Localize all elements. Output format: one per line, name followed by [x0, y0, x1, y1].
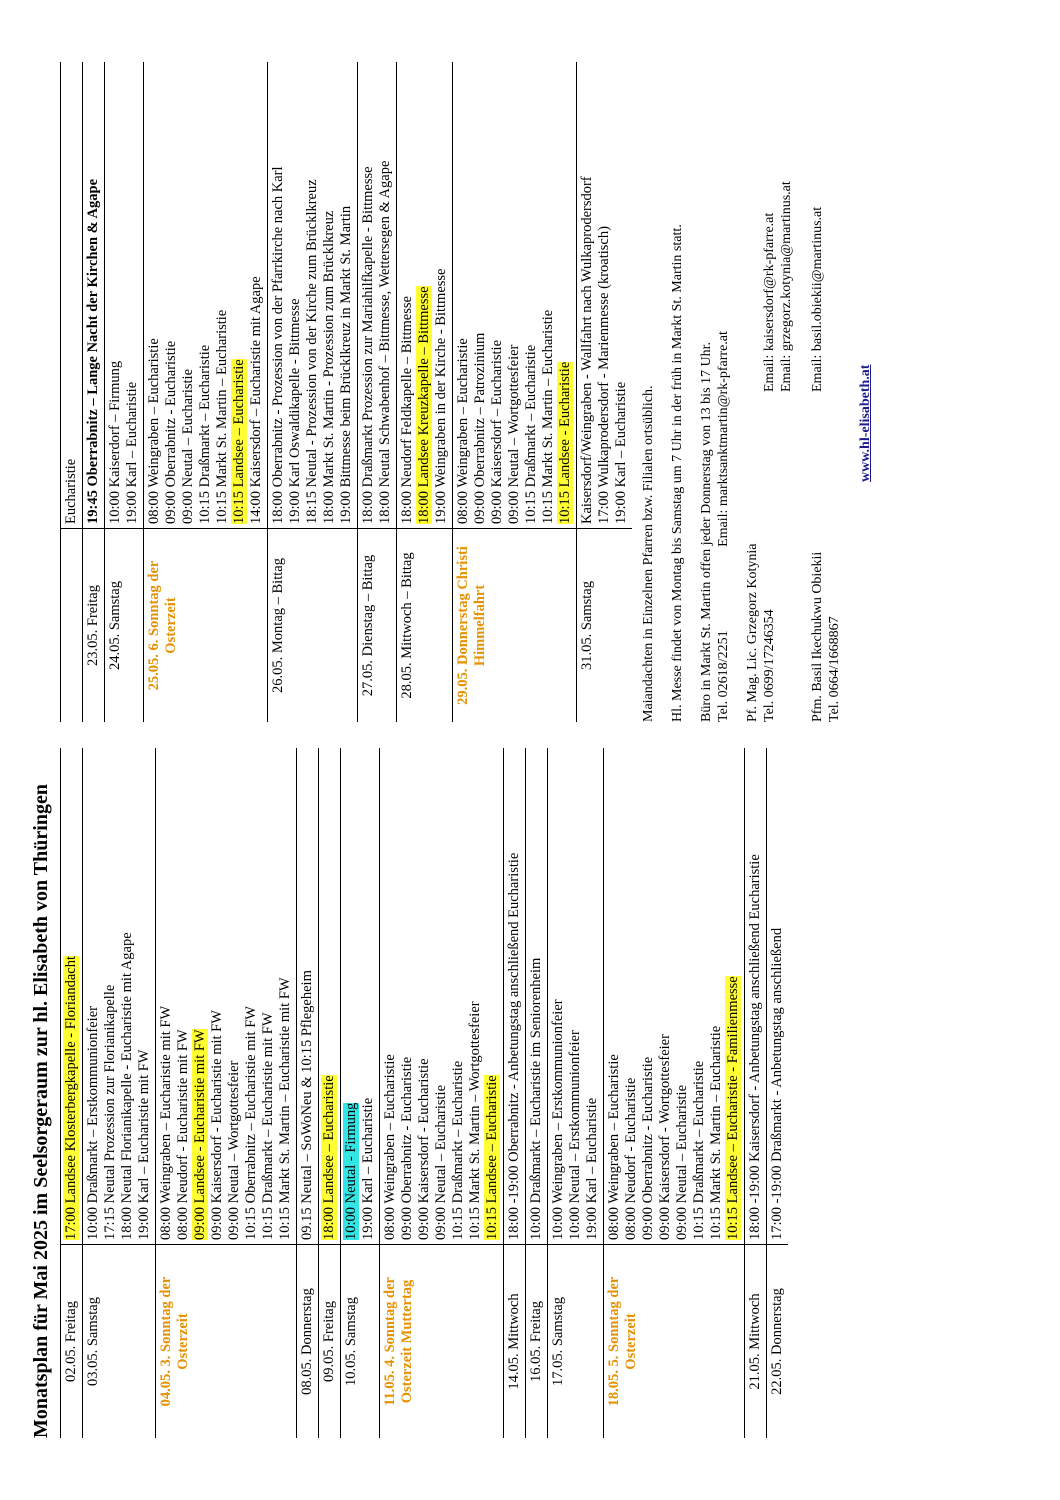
event-item: 10:00 Weingraben – Erstkommunionfeier: [550, 999, 566, 1240]
event-item: 10:00 Draßmarkt – Erstkommunionfeier: [85, 1006, 101, 1240]
event-item: 10:15 Draßmarkt – Eucharistie: [523, 344, 539, 524]
event-list: [341, 748, 380, 1245]
event-item: 09:00 Oberrabnitz - Eucharistie: [163, 340, 179, 524]
event-item: 10:15 Markt St. Martin – Wortgottesfeier: [467, 1001, 483, 1240]
schedule-row: [453, 62, 577, 722]
event-item: 09:00 Oberrabnitz - Eucharistie: [640, 1056, 656, 1240]
priest-1-phone: Tel. 0699/17246354: [762, 609, 777, 722]
event-item: 10:15 Draßmarkt – Eucharistie: [691, 1060, 707, 1240]
schedule-row: [268, 62, 358, 722]
notes-section: [640, 62, 874, 722]
event-list: [156, 748, 297, 1245]
event-item: 18:00 -19:00 Kaisersdorf - Anbetungstag anschließend Eucharistie: [747, 854, 763, 1240]
note-hl-messe: Hl. Messe findet von Montag bis Samstag um 7 Uhr in der früh in Markt St. Martin statt.: [670, 224, 685, 722]
event-item: 14:00 Kaisersdorf – Eucharistie mit Agape: [248, 276, 264, 524]
event-item: 19:00 Karl – Eucharistie: [360, 1097, 376, 1240]
day-label: 03.05. Samstag: [83, 1245, 156, 1439]
event-item: 09:00 Neutal – Wortgottesfeier: [226, 1060, 242, 1240]
schedule-table-left: [60, 748, 788, 1438]
event-item: 19:00 Karl – Eucharistie: [613, 381, 629, 524]
schedule-row: [604, 748, 745, 1438]
priest-2-phone: Tel. 0664/1668867: [827, 616, 842, 722]
event-item: 08:00 Weingraben – Eucharistie mit FW: [158, 1005, 174, 1240]
event-item: 09.15 Neutal – SoWoNeu & 10:15 Pflegeheim: [299, 970, 315, 1240]
website-link[interactable]: www.hl-elisabeth.at: [858, 364, 873, 482]
event-item: 19:00 Weingraben in der Kirche - Bittmesse: [433, 268, 449, 524]
priest-2-email: Email: basil.obiekii@martinus.at: [810, 206, 825, 392]
schedule-row: [380, 748, 504, 1438]
schedule-row: [504, 748, 526, 1438]
event-list: [144, 62, 268, 529]
day-label: 14.05. Mittwoch: [504, 1245, 526, 1439]
day-label: 31.05. Samstag: [577, 529, 633, 723]
event-list: [577, 62, 633, 529]
event-item: 08:00 Weingraben – Eucharistie: [382, 1054, 398, 1240]
event-list: [83, 62, 105, 529]
event-item: Eucharistie: [63, 458, 79, 524]
note-maiandachten: Maiandachten in Einzelnen Pfarren bzw. Filialen ortsüblich.: [641, 385, 656, 722]
schedule-row: [341, 748, 380, 1438]
event-item: 17:00 -19:00 Draßmarkt - Anbetungstag anschließend: [769, 927, 785, 1240]
event-item: 08:00 Weingraben – Eucharistie: [455, 338, 471, 524]
day-label: 11.05. 4. Sonntag der Osterzeit Muttertag: [380, 1245, 504, 1439]
event-item: 09:00 Neutal – Eucharistie: [180, 368, 196, 524]
event-list: [268, 62, 358, 529]
event-item: 10:15 Draßmarkt – Eucharistie mit FW: [260, 1012, 276, 1240]
event-item: 09:00 Oberrabnitz – Patrozinium: [472, 332, 488, 524]
schedule-row: [397, 62, 453, 722]
right-column: [60, 62, 874, 722]
day-label: 22.05. Donnerstag: [767, 1245, 789, 1439]
priest-1-name: Pf. Mag. Lic. Grzegorz Kotynia: [745, 543, 760, 722]
event-item: 19:00 Karl – Eucharistie: [124, 381, 140, 524]
event-item: 10:15 Markt St. Martin – Eucharistie mit FW: [277, 977, 293, 1240]
event-item: 18:00 Landsee Kreuzkapelle – Bittmesse: [416, 286, 432, 524]
event-item: 10:15 Markt St. Martin – Eucharistie: [708, 1025, 724, 1240]
event-item: 19:45 Oberrabnitz – Lange Nacht der Kirchen & Agape: [85, 178, 101, 524]
day-label: 08.05. Donnerstag: [297, 1245, 319, 1439]
day-label: 27.05. Dienstag – Bittag: [358, 529, 397, 723]
event-item: 17:15 Neutal Prozession zur Florianikapelle: [102, 984, 118, 1240]
event-item: 10:00 Neutal – Erstkommunionfeier: [567, 1030, 583, 1240]
schedule-row: [61, 62, 83, 722]
day-label: 16.05. Freitag: [526, 1245, 548, 1439]
event-item: 09:00 Kaisersdorf - Eucharistie: [416, 1058, 432, 1240]
event-item: 10:15 Landsee – Eucharistie: [231, 359, 247, 524]
event-item: 18:00 Draßmarkt Prozession zur Mariahilfkapelle - Bittmesse: [360, 166, 376, 524]
day-label: 23.05. Freitag: [83, 529, 105, 723]
schedule-row: [297, 748, 319, 1438]
schedule-row: [319, 748, 341, 1438]
event-item: 18:00 Neudorf Feldkapelle – Bittmesse: [399, 296, 415, 524]
event-item: 10:00 Kaiserdorf – Firmung: [107, 360, 123, 524]
schedule-row: [767, 748, 789, 1438]
schedule-row: [526, 748, 548, 1438]
office-hours: Büro in Markt St. Martin offen jeder Donnerstag von 13 bis 17 Uhr.: [699, 341, 714, 722]
event-item: 10:15 Markt St. Martin – Eucharistie: [540, 309, 556, 524]
event-item: 08:00 Neudorf - Eucharistie: [623, 1077, 639, 1240]
day-label: 17.05. Samstag: [548, 1245, 604, 1439]
event-item: 10:15 Landsee – Eucharistie - Familienmesse: [725, 976, 741, 1240]
contact-priest-2: [809, 62, 843, 722]
event-item: 08:00 Weingraben – Eucharistie: [146, 338, 162, 524]
event-item: 10:15 Draßmarkt – Eucharistie: [197, 344, 213, 524]
event-item: 18:00 -19:00 Oberrabnitz - Anbetungstag anschließend Eucharistie: [506, 852, 522, 1240]
schedule-row: [83, 62, 105, 722]
event-list: [61, 748, 83, 1245]
event-item: 19:00 Bittmesse beim Brücklkreuz in Markt St. Martin: [338, 205, 354, 524]
event-item: 09:00 Kaisersdorf - Eucharistie mit FW: [209, 1010, 225, 1240]
event-list: [526, 748, 548, 1245]
day-label: 10.05. Samstag: [341, 1245, 380, 1439]
left-column: [60, 748, 788, 1438]
priest-1-email-1: Email: kaisersdorf@rk-pfarre.at: [762, 212, 777, 392]
event-item: 19:00 Karl Oswaldikapelle - Bittmesse: [287, 298, 303, 524]
event-list: [105, 62, 144, 529]
event-list: [83, 748, 156, 1245]
schedule-row: [745, 748, 767, 1438]
office-phone: Tel. 02618/2251: [716, 630, 731, 722]
event-item: 09:00 Landsee - Eucharistie mit FW: [192, 1029, 208, 1240]
event-item: 19:00 Karl – Eucharistie: [584, 1097, 600, 1240]
day-label: 25.05. 6. Sonntag der Osterzeit: [144, 529, 268, 723]
event-item: 10:15 Landsee – Eucharistie: [484, 1075, 500, 1240]
day-label: 21.05. Mittwoch: [745, 1245, 767, 1439]
event-item: 10:15 Landsee - Eucharistie: [557, 361, 573, 524]
event-item: 10:15 Markt St. Martin – Eucharistie: [214, 309, 230, 524]
day-label: 29.05. Donnerstag Christi Himmelfahrt: [453, 529, 577, 723]
day-label: 02.05. Freitag: [61, 1245, 83, 1439]
event-item: 18:00 Landsee – Eucharistie: [321, 1075, 337, 1240]
priest-2-name: Pfm. Basil Ikechukwu Obiekii: [810, 551, 825, 722]
event-list: [767, 748, 789, 1245]
event-item: Kaisersdorf/Weingraben - Wallfahrt nach Wulkaprodersdorf: [579, 176, 595, 524]
event-list: [453, 62, 577, 529]
event-item: 08:00 Neudorf - Eucharistie mit FW: [175, 1029, 191, 1240]
event-list: [604, 748, 745, 1245]
day-label: 28.05. Mittwoch – Bittag: [397, 529, 453, 723]
note-office: [698, 62, 732, 722]
day-label: [61, 529, 83, 723]
event-item: 08:00 Weingraben – Eucharistie: [606, 1054, 622, 1240]
schedule-row: [156, 748, 297, 1438]
event-item: 09:00 Neutal – Eucharistie: [674, 1084, 690, 1240]
event-item: 09:00 Neutal – Wortgottesfeier: [506, 344, 522, 524]
page-title: Monatsplan für Mai 2025 im Seelsorgeraum zur hl. Elisabeth von Thüringen: [30, 784, 52, 1438]
day-label: 09.05. Freitag: [319, 1245, 341, 1439]
event-list: [380, 748, 504, 1245]
event-item: 18:00 Oberrabnitz - Prozession von der Pfarrkirche nach Karl: [270, 166, 286, 524]
event-item: 18:15 Neutal - Prozession von der Kirche zum Brücklkreuz: [304, 179, 320, 524]
priest-1-email-2: Email: grzegorz.kotynia@martinus.at: [779, 181, 794, 392]
event-list: [297, 748, 319, 1245]
schedule-table-right: [60, 62, 632, 722]
event-item: 18:00 Neutal Florianikapelle - Eucharistie mit Agape: [119, 932, 135, 1240]
event-list: [504, 748, 526, 1245]
event-item: 09:00 Oberrabnitz - Eucharistie: [399, 1056, 415, 1240]
event-item: 10:00 Neutal - Firmung: [343, 1102, 359, 1240]
event-list: [397, 62, 453, 529]
event-list: [358, 62, 397, 529]
event-item: 09:00 Kaisersdorf - Wortgottesfeier: [657, 1034, 673, 1240]
contact-priest-1: [744, 62, 795, 722]
day-label: 24.05. Samstag: [105, 529, 144, 723]
day-label: 04.05. 3. Sonntag der Osterzeit: [156, 1245, 297, 1439]
event-list: [745, 748, 767, 1245]
event-item: 09:00 Neutal – Eucharistie: [433, 1084, 449, 1240]
day-label: 26.05. Montag – Bittag: [268, 529, 358, 723]
schedule-row: [61, 748, 83, 1438]
event-item: 10:15 Oberrabnitz – Eucharistie mit FW: [243, 1006, 259, 1240]
day-label: 18.05. 5. Sonntag der Osterzeit: [604, 1245, 745, 1439]
event-item: 18:00 Markt St. Martin - Prozession zum Brücklkreuz: [321, 210, 337, 524]
event-item: 10:15 Draßmarkt – Eucharistie: [450, 1060, 466, 1240]
event-item: 17:00 Wulkaprodersdorf - Marienmesse (kroatisch): [596, 226, 612, 524]
schedule-row: [358, 62, 397, 722]
schedule-row: [548, 748, 604, 1438]
event-item: 09:00 Kaisersdorf – Eucharistie: [489, 339, 505, 524]
event-item: 10:00 Draßmarkt – Eucharistie im Seniorenheim: [528, 957, 544, 1240]
event-item: 17:00 Landsee Klosterbergkapelle - Floriandacht: [63, 955, 79, 1240]
event-list: [548, 748, 604, 1245]
schedule-row: [144, 62, 268, 722]
event-list: [319, 748, 341, 1245]
event-list: [61, 62, 83, 529]
event-item: 18:00 Neutal Schwabenhof – Bittmesse, Wettersegen & Agape: [377, 160, 393, 524]
office-email: Email: marktsanktmartin@rk-pfarre.at: [716, 331, 731, 547]
schedule-row: [105, 62, 144, 722]
event-item: 19:00 Karl – Eucharistie mit FW: [136, 1049, 152, 1240]
schedule-row: [577, 62, 633, 722]
schedule-row: [83, 748, 156, 1438]
